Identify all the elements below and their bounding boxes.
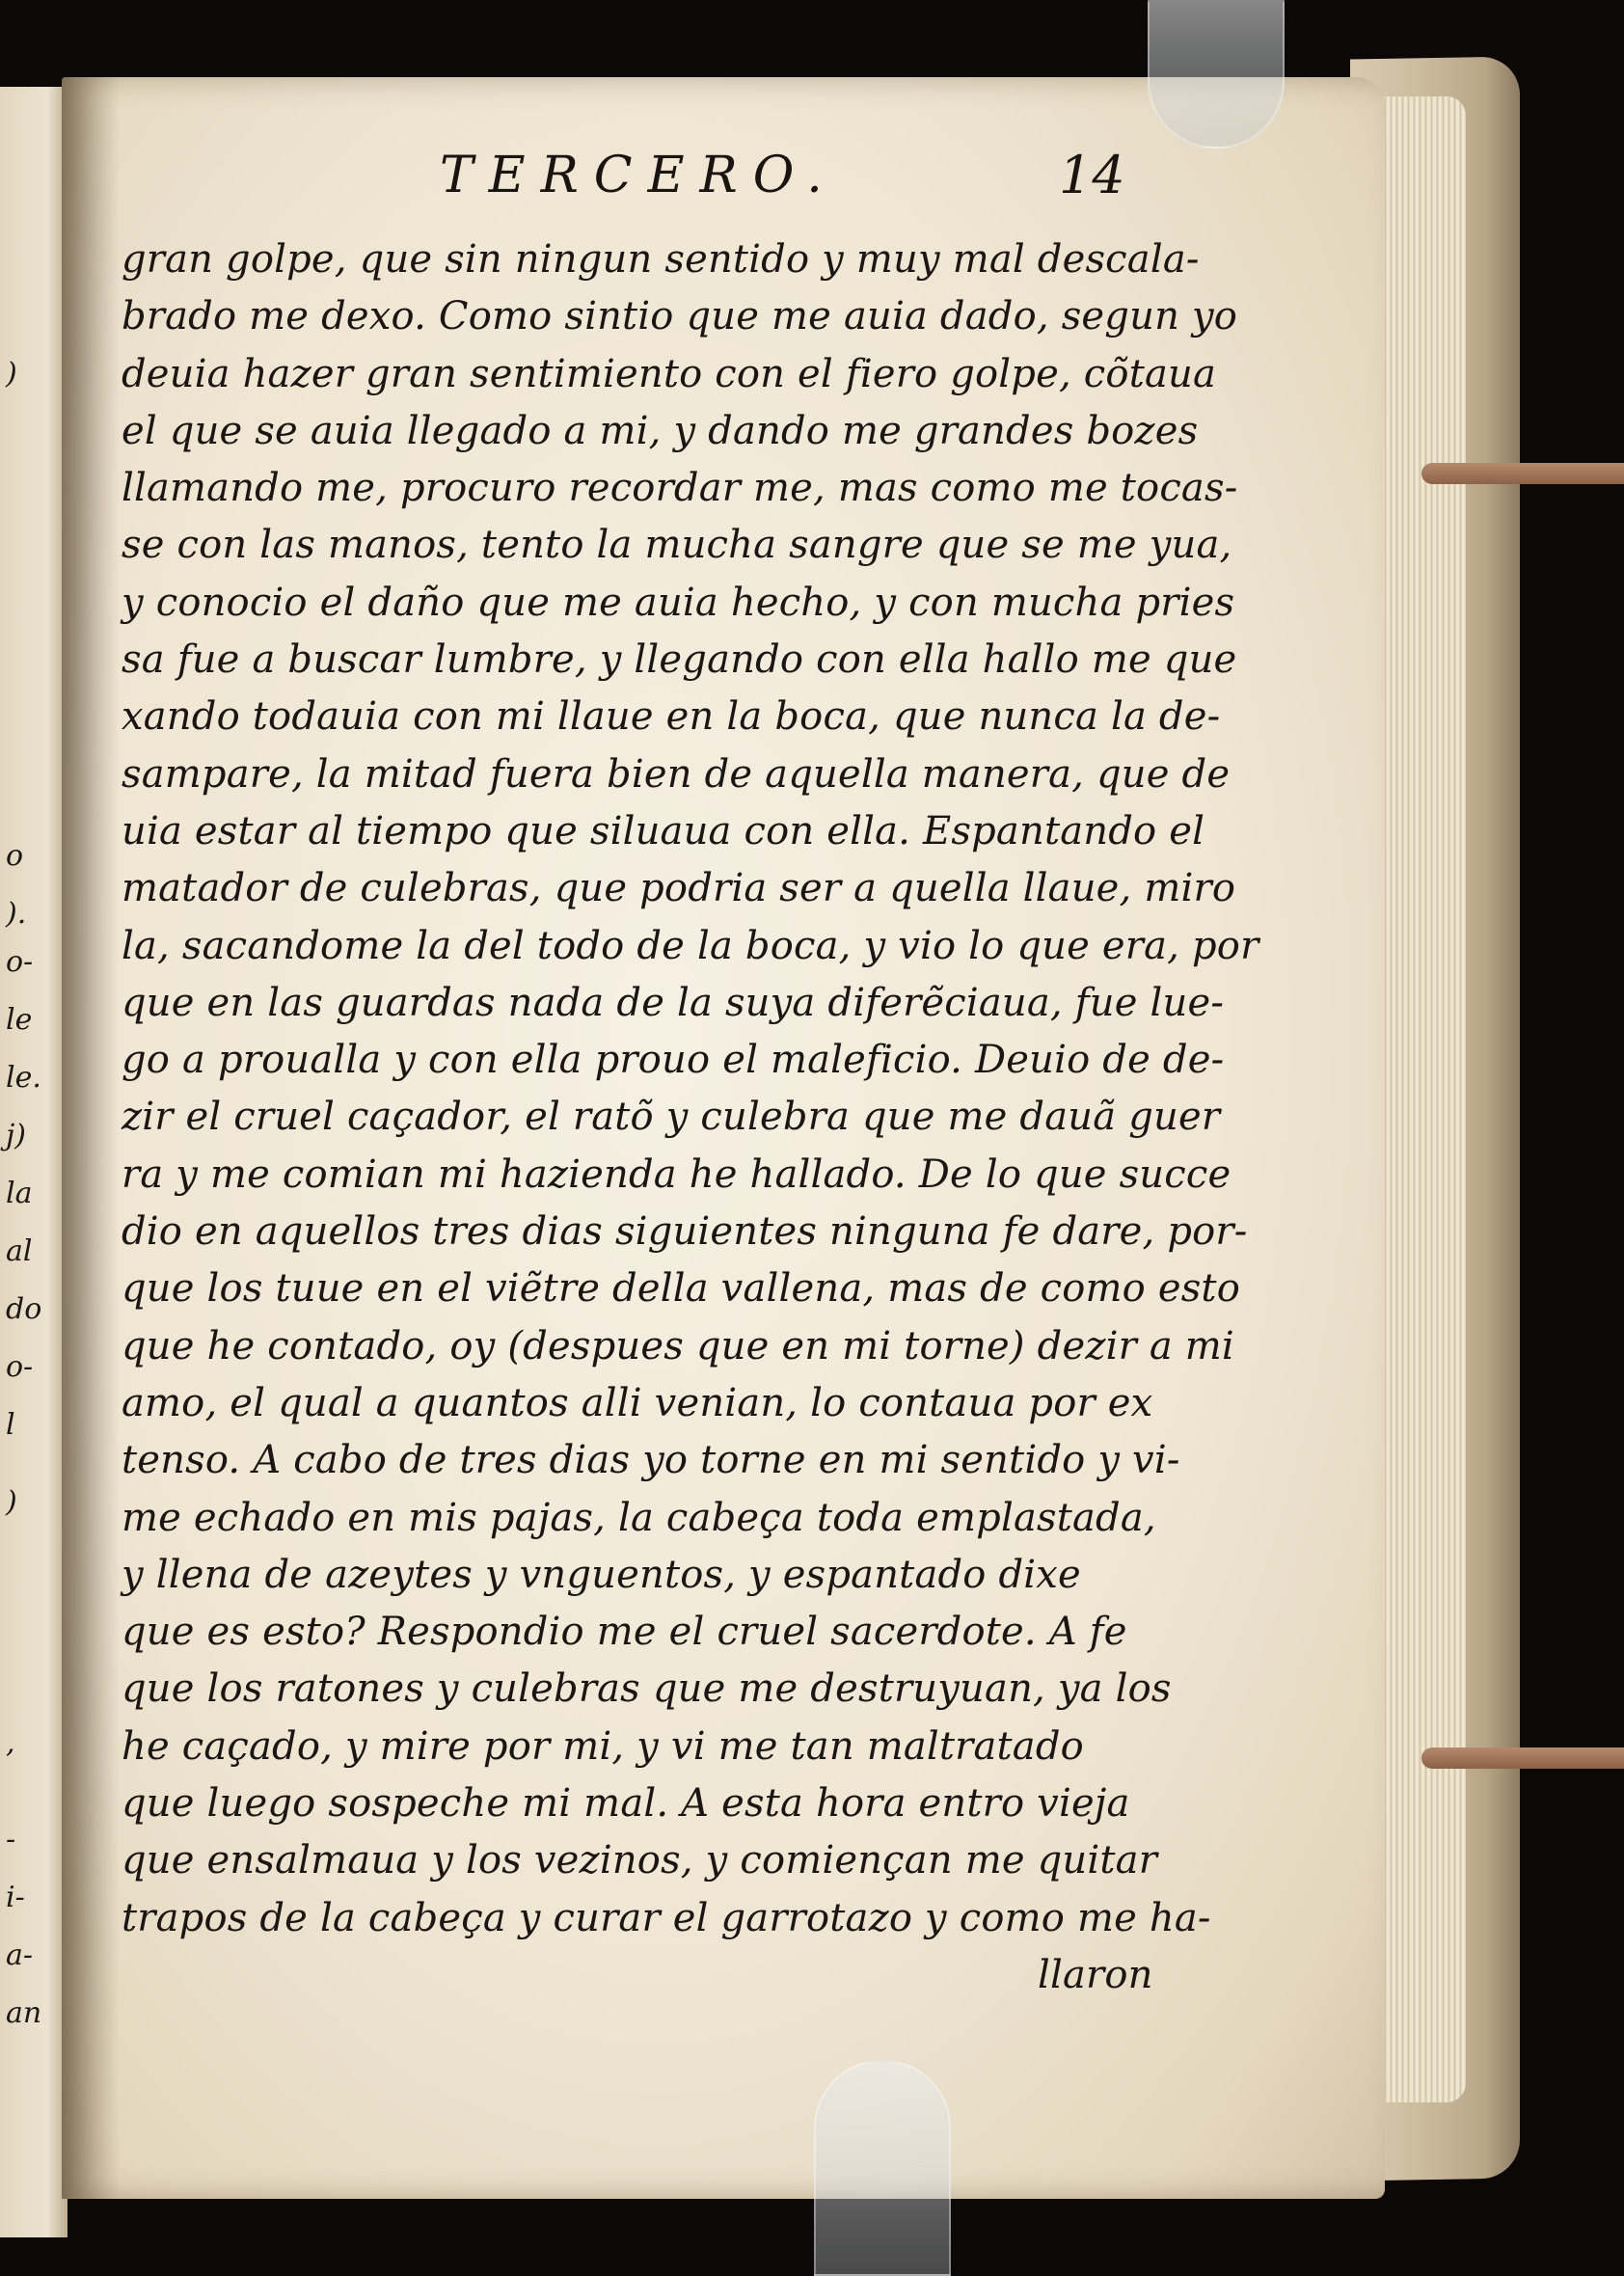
text-line: gran golpe, que sin ningun sentido y muy mal descala- — [122, 237, 1200, 282]
left-fragment: la — [6, 1177, 33, 1210]
left-fragment: do — [6, 1292, 42, 1326]
text-line: llamando me, procuro recordar me, mas como me tocas- — [122, 466, 1238, 511]
left-fragment: ) — [6, 1485, 17, 1519]
text-line: el que se auia llegado a mi, y dando me grandes bozes — [122, 408, 1199, 453]
left-fragment: le — [6, 1003, 33, 1037]
text-line: zir el cruel caçador, el ratõ y culebra que me dauã guer — [122, 1095, 1221, 1140]
left-fragment: an — [6, 1996, 42, 2030]
text-line: sampare, la mitad fuera bien de aquella manera, que de — [122, 751, 1231, 797]
text-line: deuia hazer gran sentimiento con el fiero golpe, cõtaua — [122, 351, 1217, 396]
text-line: xando todauia con mi llaue en la boca, que nunca la de- — [122, 694, 1221, 740]
text-line: sa fue a buscar lumbre, y llegando con ella hallo me que — [122, 637, 1237, 683]
left-fragment: o- — [6, 1350, 34, 1384]
page-clip — [814, 2060, 951, 2276]
body-text — [122, 231, 1259, 1997]
binding-tie — [1421, 463, 1624, 484]
text-line: que luego sospeche mi mal. A esta hora entro vieja — [122, 1781, 1130, 1827]
text-line: trapos de la cabeça y curar el garrotazo y como me ha- — [122, 1895, 1211, 1940]
text-line: que ensalmaua y los vezinos, y comiençan me quitar — [122, 1838, 1158, 1883]
left-fragment: l — [6, 1408, 15, 1442]
text-line: go a proualla y con ella prouo el maleficio. Deuio de de- — [122, 1038, 1225, 1083]
text-line: amo, el qual a quantos alli venian, lo contaua por ex — [122, 1380, 1153, 1425]
text-line: se con las manos, tento la mucha sangre que se me yua, — [122, 523, 1232, 568]
left-fragment: o — [6, 839, 24, 873]
left-fragment: le. — [6, 1061, 41, 1095]
gutter-shadow — [62, 77, 120, 2199]
catchword: llaron — [1038, 1952, 1153, 1997]
text-line: que he contado, oy (despues que en mi torne) dezir a mi — [122, 1323, 1234, 1368]
page-clip — [1148, 0, 1285, 149]
text-line: me echado en mis pajas, la cabeça toda emplastada, — [122, 1495, 1156, 1540]
left-fragment: ). — [6, 897, 27, 931]
text-line: y llena de azeytes y vnguentos, y espantado dixe — [122, 1552, 1081, 1597]
text-line: que los ratones y culebras que me destruyuan, ya los — [122, 1666, 1172, 1712]
left-fragment: al — [6, 1234, 33, 1268]
left-fragment: ) — [6, 357, 17, 391]
text-line: tenso. A cabo de tres dias yo torne en mi sentido y vi- — [122, 1438, 1180, 1483]
text-line: que es esto? Respondio me el cruel sacerdote. A fe — [122, 1610, 1127, 1655]
text-line: he caçado, y mire por mi, y vi me tan maltratado — [122, 1723, 1084, 1769]
text-line: ra y me comian mi hazienda he hallado. De lo que succe — [122, 1152, 1232, 1197]
left-fragment: o- — [6, 945, 34, 979]
text-line: dio en aquellos tres dias siguientes ninguna fe dare, por- — [122, 1209, 1248, 1255]
left-fragment: j) — [6, 1119, 27, 1152]
left-fragment: - — [6, 1823, 16, 1856]
text-line: que los tuue en el viẽtre della vallena, mas de como esto — [122, 1266, 1240, 1312]
binding-tie — [1421, 1748, 1624, 1769]
text-line: que en las guardas nada de la suya diferẽciaua, fue lue- — [122, 980, 1225, 1025]
left-fragment: i- — [6, 1881, 25, 1914]
text-line: brado me dexo. Como sintio que me auia dado, segun yo — [122, 294, 1238, 339]
page-number: 14 — [1059, 145, 1125, 205]
left-page-text-fragments — [6, 87, 64, 2237]
text-line: matador de culebras, que podria ser a quella llaue, miro — [122, 866, 1236, 911]
text-line: uia estar al tiempo que siluaua con ella. Espantando el — [122, 808, 1205, 854]
text-line: y conocio el daño que me auia hecho, y con mucha pries — [122, 580, 1235, 625]
running-head: TERCERO. — [440, 147, 838, 204]
left-facing-page — [0, 87, 68, 2237]
left-fragment: , — [6, 1726, 15, 1760]
left-fragment: a- — [6, 1938, 34, 1972]
text-line: la, sacandome la del todo de la boca, y vio lo que era, por — [122, 923, 1259, 968]
